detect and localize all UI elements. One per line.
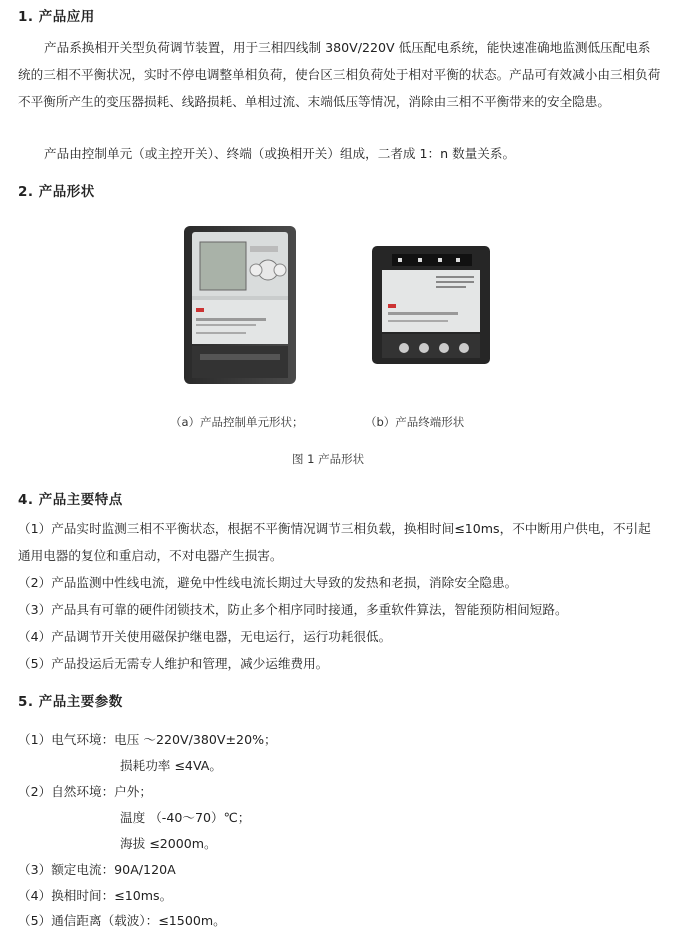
feature-item: （1）产品实时监测三相不平衡状态，根据不平衡情况调节三相负载，换相时间≤10ms，不中断用户供电，不引起通用电器的复位和重启动，不对电器产生损害。: [18, 521, 651, 563]
control-unit-image: [182, 224, 300, 386]
section-2-title: 2. 产品形状: [18, 184, 95, 200]
section-4-title: 4. 产品主要特点: [18, 492, 123, 508]
param-comm-distance: （5）通信距离（载波）：≤1500m。: [18, 913, 226, 928]
section-5-title: 5. 产品主要参数: [18, 694, 123, 710]
param-switch-time: （4）换相时间：≤10ms。: [18, 888, 173, 903]
figure-caption: 图 1 产品形状: [292, 452, 365, 466]
param-temperature: 温度 （-40～70）℃；: [120, 810, 251, 825]
caption-control-unit: （a）产品控制单元形状；: [170, 415, 304, 429]
param-power-loss: 损耗功率 ≤4VA。: [120, 758, 222, 773]
feature-item: （2）产品监测中性线电流，避免中性线电流长期过大导致的发热和老损，消除安全隐患。: [18, 575, 518, 590]
section-1-title: 1. 产品应用: [18, 9, 95, 25]
terminal-image: [370, 244, 492, 368]
feature-item: （4）产品调节开关使用磁保护继电器，无电运行，运行功耗很低。: [18, 629, 392, 644]
section-1-paragraph-2: 产品由控制单元（或主控开关）、终端（或换相开关）组成，二者成 1：n 数量关系。: [44, 146, 516, 161]
param-natural: （2）自然环境：户外；: [18, 784, 152, 799]
param-electrical: （1）电气环境：电压 ～220V/380V±20%；: [18, 732, 277, 747]
section-1-paragraph-1: 产品系换相开关型负荷调节装置，用于三相四线制 380V/220V 低压配电系统，能快速准确地监测低压配电系统的三相不平衡状况，实时不停电调整单相负荷，使台区三相负荷处于相对平衡的状态。产品可有效减小由三相负荷不平衡所产生的变压器损耗、线路损耗、单相过流、末端低压等情况，消除由三相不平衡带来的安全隐患。: [18, 40, 661, 109]
param-rated-current: （3）额定电流：90A/120A: [18, 862, 176, 877]
feature-item: （3）产品具有可靠的硬件闭锁技术，防止多个相序同时接通，多重软件算法，智能预防相间短路。: [18, 602, 568, 617]
caption-terminal: （b）产品终端形状: [365, 415, 465, 429]
feature-item: （5）产品投运后无需专人维护和管理，减少运维费用。: [18, 656, 329, 671]
param-altitude: 海拔 ≤2000m。: [120, 836, 217, 851]
